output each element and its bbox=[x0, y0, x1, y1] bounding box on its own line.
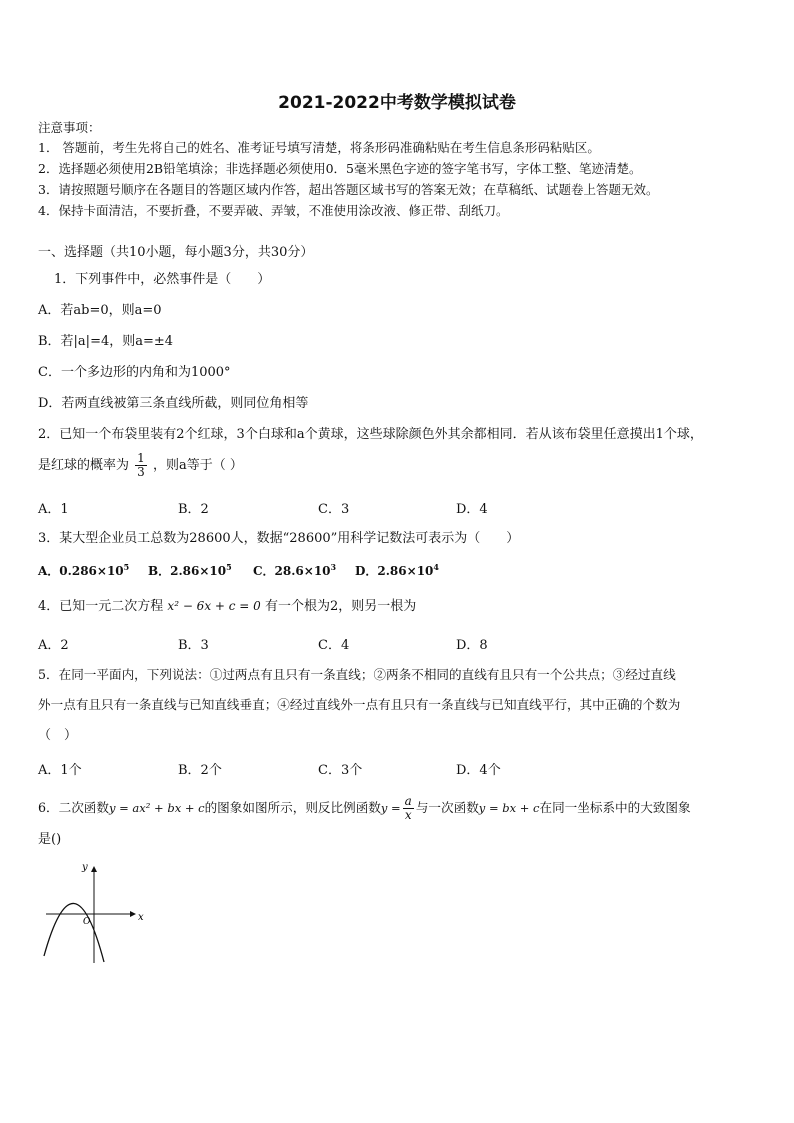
q5-option-b: B．2个 bbox=[178, 763, 222, 778]
fraction-denominator: 3 bbox=[137, 465, 145, 479]
q5-stem-line3: （ ） bbox=[38, 728, 78, 743]
y-axis-arrow bbox=[91, 866, 97, 872]
y-axis-label: y bbox=[82, 862, 88, 873]
notice-heading: 注意事项： bbox=[38, 120, 101, 135]
q6-text-4: 在同一坐标系中的大致图象 bbox=[539, 800, 691, 815]
q2-options bbox=[38, 498, 488, 517]
q6-parabola-graph bbox=[38, 858, 148, 968]
q1-option-d: D．若两直线被第三条直线所截，则同位角相等 bbox=[38, 396, 309, 411]
notice-item-2: 2．选择题必须使用2B铅笔填涂；非选择题必须使用0．5毫米黑色字迹的签字笔书写，字体工整、笔迹清楚。 bbox=[38, 161, 642, 176]
fraction-denominator: x bbox=[404, 808, 412, 822]
q3-option-d-base: D．2.86×10 bbox=[355, 564, 434, 578]
q4-option-b: B．3 bbox=[178, 638, 209, 653]
parabola-curve bbox=[44, 903, 104, 962]
q5-stem-line2: 外一点有且只有一条直线与已知直线垂直；④经过直线外一点有且只有一条直线与已知直线平行，其中正确的个数为 bbox=[38, 697, 681, 712]
x-axis-arrow bbox=[130, 911, 136, 917]
q2-stem-text-a: 是红球的概率为 bbox=[38, 458, 130, 473]
origin-label: O bbox=[83, 917, 91, 927]
q4-option-d: D．8 bbox=[456, 638, 488, 653]
q1-stem: 1．下列事件中，必然事件是（ ） bbox=[54, 272, 271, 287]
q2-option-b: B．2 bbox=[178, 502, 209, 517]
q6-text-1: 6．二次函数 bbox=[38, 800, 109, 815]
q6-stem-line1 bbox=[38, 795, 691, 822]
q3-option-b-exponent: 5 bbox=[226, 562, 232, 572]
q6-inverse-lhs: y = bbox=[380, 801, 401, 815]
q6-linear-expression: y = bx + c bbox=[478, 801, 540, 815]
q5-stem-line1: 5．在同一平面内，下列说法：①过两点有且只有一条直线；②两条不相同的直线有且只有一个公共点；③经过直线 bbox=[38, 667, 676, 682]
q3-option-d-exponent: 4 bbox=[433, 562, 439, 572]
fraction-numerator: a bbox=[404, 794, 412, 808]
q5-option-d: D．4个 bbox=[456, 763, 501, 778]
section-heading: 一、选择题（共10小题，每小题3分，共30分） bbox=[38, 245, 314, 260]
q2-option-d: D．4 bbox=[456, 502, 488, 517]
q3-option-c bbox=[253, 562, 355, 579]
q3-option-c-base: C．28.6×10 bbox=[253, 564, 331, 578]
q5-options bbox=[38, 759, 501, 778]
q2-option-a: A．1 bbox=[38, 502, 69, 517]
q4-option-a: A．2 bbox=[38, 638, 69, 653]
q4-option-c: C．4 bbox=[318, 638, 350, 653]
q2-option-c: C．3 bbox=[318, 502, 350, 517]
q2-stem-text-b: ，则a等于（ ） bbox=[152, 458, 243, 473]
q6-text-2: 的图象如图所示，则反比例函数 bbox=[204, 800, 381, 815]
q4-options bbox=[38, 634, 488, 653]
q4-equation: x² − 6x + c = 0 bbox=[167, 599, 261, 613]
q3-option-b-base: B．2.86×10 bbox=[148, 564, 227, 578]
q5-option-c: C．3个 bbox=[318, 763, 363, 778]
q3-option-b bbox=[148, 562, 253, 579]
q2-probability-fraction bbox=[135, 452, 147, 479]
page-title: 2021-2022中考数学模拟试卷 bbox=[278, 93, 516, 113]
q4-stem-text-b: 有一个根为2，则另一根为 bbox=[264, 599, 417, 614]
q2-stem-line2 bbox=[38, 452, 243, 479]
q4-stem bbox=[38, 597, 416, 616]
q3-stem: 3．某大型企业员工总数为28600人，数据“28600”用科学记数法可表示为（ ） bbox=[38, 531, 520, 546]
q6-inverse-fraction bbox=[403, 795, 414, 822]
q3-option-a-base: A．0.286×10 bbox=[38, 564, 124, 578]
q4-stem-text-a: 4．已知一元二次方程 bbox=[38, 599, 164, 614]
q3-option-a-exponent: 5 bbox=[123, 562, 130, 572]
q3-option-d bbox=[355, 562, 439, 579]
q3-options bbox=[38, 562, 439, 579]
q1-option-b: B．若|a|=4，则a=±4 bbox=[38, 334, 174, 349]
q3-option-a bbox=[38, 562, 148, 579]
notice-item-1: 1． 答题前，考生先将自己的姓名、准考证号填写清楚，将条形码准确粘贴在考生信息条形码粘贴区。 bbox=[38, 140, 600, 155]
fraction-numerator: 1 bbox=[137, 451, 145, 465]
x-axis-label: x bbox=[138, 912, 144, 923]
notice-item-4: 4．保持卡面清洁，不要折叠，不要弄破、弄皱，不准使用涂改液、修正带、刮纸刀。 bbox=[38, 203, 509, 218]
q1-option-a: A．若ab=0，则a=0 bbox=[38, 303, 162, 318]
q2-stem-line1: 2．已知一个布袋里装有2个红球，3个白球和a个黄球，这些球除颜色外其余都相同．若从该布袋里任意摸出1个球， bbox=[38, 427, 703, 442]
q1-option-c: C．一个多边形的内角和为1000° bbox=[38, 365, 231, 380]
q3-option-c-exponent: 3 bbox=[330, 562, 337, 572]
notice-item-3: 3．请按照题号顺序在各题目的答题区域内作答，超出答题区域书写的答案无效；在草稿纸、试题卷上答题无效。 bbox=[38, 182, 659, 197]
q6-stem-line2: 是() bbox=[38, 832, 62, 847]
q6-text-3: 与一次函数 bbox=[415, 800, 479, 815]
q5-option-a: A．1个 bbox=[38, 763, 82, 778]
q6-quadratic-expression: y = ax² + bx + c bbox=[108, 801, 205, 815]
